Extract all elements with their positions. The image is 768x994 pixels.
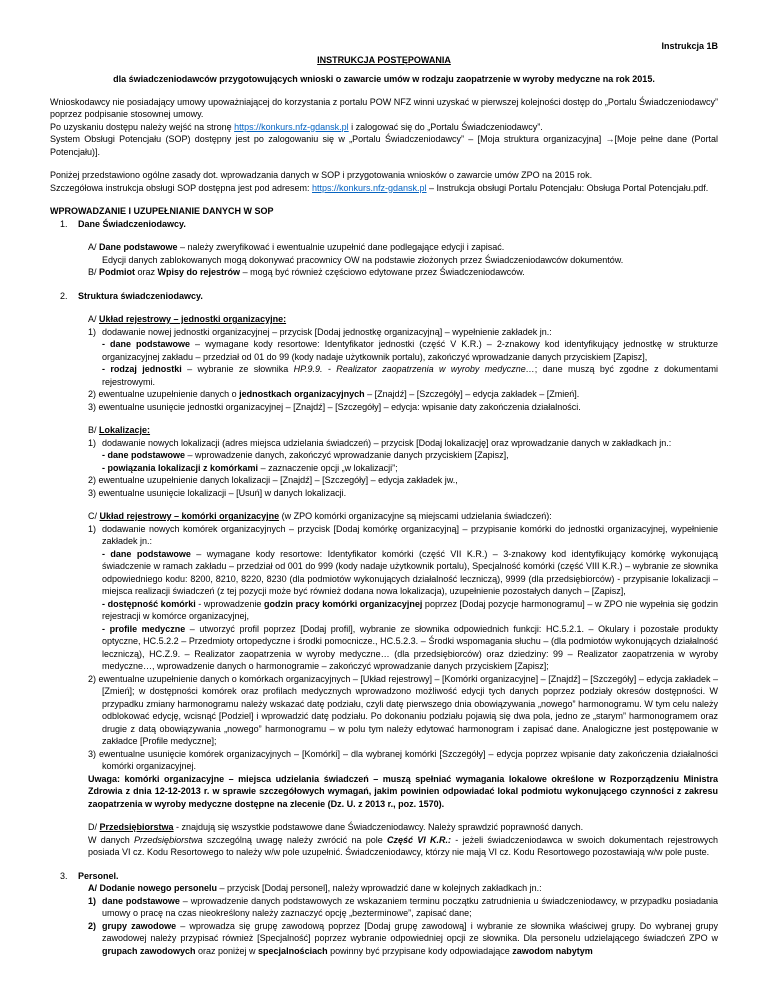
s3-item-1: 1) dane podstawowe – wprowadzenie danych podstawowych ze wskazaniem terminu początku zatrudnienia u świadczeniodawcy, w przypadku posiadania umowy o pracę na czas nieokreślony należy zaznaczyć opcję „bezterminowe”, zapisać dane;: [88, 895, 718, 918]
intro-paragraph-1: Wnioskodawcy nie posiadający umowy upoważniającej do korzystania z portalu POW NFZ winni uzyskać w pierwszej kolejności dostęp do „Portalu Świadczeniodawcy” poprzez podpisanie stosownej umowy.: [50, 96, 718, 119]
s2-c-item-2: 2) ewentualne uzupełnienie danych o komórkach organizacyjnych – [Układ rejestrowy] – [Komórki organizacyjne] – [Znajdź] – [Szczegóły] – edycja zakładek – [Zmień]; w dostępności komórek oraz profilach medycznych wprowadzono możliwość edycji tych danych poprzez podziały okresów dostępności. W przypadku zmiany harmonogramu należy wskazać datę podziału, czyli datę pierwszego dnia obowiązywania „nowego” harmonogramu. W tym celu należy odblokować edycję, wcisnąć [Podziel] i wprowadzić datę podziału. Po dokonaniu podziału pojawią się dwa pola, jedno ze „starym” harmonogramem oraz drugie z datą obowiązywania „nowego” harmonogramu – w polu tym należy edytować harmonogram i zapisać dane. Analogiczne jest postępowanie w zakładce [Profile medyczne];: [88, 673, 718, 746]
intro-paragraph-4: Poniżej przedstawiono ogólne zasady dot. wprowadzania danych w SOP i przygotowania wniosków o zawarcie umów ZPO na 2015 rok.: [50, 170, 593, 180]
section-number: 1.: [60, 218, 68, 229]
document-title: INSTRUKCJA POSTĘPOWANIA: [317, 54, 451, 65]
section-number: 3.: [60, 870, 68, 881]
s2-c-item-3: 3) ewentualne usunięcie komórek organizacyjnych – [Komórki] – dla wybranej komórki [Szczegóły] – edycja poprzez wpisanie daty zakończenia działalności komórki organizacyjnej.: [88, 748, 718, 771]
document-subtitle: dla świadczeniodawców przygotowujących wnioski o zawarcie umów w rodzaju zaopatrzenie w wyroby medyczne na rok 2015.: [113, 74, 655, 84]
s2-c-heading: C/ Układ rejestrowy – komórki organizacyjne (w ZPO komórki organizacyjne są miejscami udzielania świadczeń):: [88, 511, 552, 521]
section-3-heading: [50, 870, 718, 883]
s2-c-item-1-line: - dostępność komórki - wprowadzenie godzin pracy komórki organizacyjnej poprzez [Dodaj pozycje harmonogramu] – w ZPO nie wypełnia się godzin rejestracji w komórce organizacyjnej,: [102, 598, 718, 621]
instruction-link[interactable]: https://konkurs.nfz-gdansk.pl: [311, 182, 427, 193]
section-title: Dane Świadczeniodawcy.: [78, 218, 186, 229]
intro-text: – Instrukcja obsługi Portalu Potencjału: Obsługa Portal Potencjału.pdf.: [426, 182, 709, 193]
section-title: Struktura świadczeniodawcy.: [78, 290, 203, 301]
intro-paragraph-5: [50, 182, 718, 195]
s2-a-heading: A/ Układ rejestrowy – jednostki organizacyjne:: [88, 314, 287, 324]
s3-a-heading: A/ Dodanie nowego personelu – przycisk [Dodaj personel], należy wprowadzić dane w kolejnych zakładkach jn.:: [88, 883, 542, 893]
s2-b-item-1-line: - powiązania lokalizacji z komórkami – zaznaczenie opcji „w lokalizacji”;: [102, 462, 398, 473]
s2-c-note: Uwaga: komórki organizacyjne – miejsca udzielania świadczeń – muszą spełniać wymagania lokalowe określone w Rozporządzeniu Ministra Zdrowia z dnia 12-12-2013 r. w sprawie szczegółowych wymagań, jakim powinien odpowiadać lokal podmiotu wykonującego czynności z zakresu zaopatrzenia w wyroby medyczne dostępne na zlecenie (Dz. U. z 2013 r., poz. 1570).: [88, 773, 718, 809]
s2-c-item-1: 1) dodawanie nowych komórek organizacyjnych – przycisk [Dodaj komórkę organizacyjną] – przypisanie komórki do jednostki organizacyjnej, wypełnienie zakładek jn.:: [88, 523, 718, 546]
intro-text: Szczegółowa instrukcja obsługi SOP dostępna jest pod adresem:: [50, 182, 312, 193]
s3-item-2: 2) grupy zawodowe – wprowadza się grupę zawodową poprzez [Dodaj grupę zawodową] i wybranie ze słownika właściwej grupy. Do wybranej grupy zawodowej należy przypisać również [Specjalność] poprzez wybranie odpowiedniej opcji ze słownika. Dla personelu udzielającego świadczeń ZPO w grupach zawodowych oraz poniżej w specjalnościach powinny być przypisane kody odpowiadające zawodom nabytym: [88, 920, 718, 956]
intro-text: i zalogować się do „Portalu Świadczeniodawcy”.: [348, 121, 543, 132]
s2-b-item-2: 2) ewentualne uzupełnienie danych lokalizacji – [Znajdź] – [Szczegóły] – edycja zakładek jw.,: [88, 475, 458, 485]
s2-d-text: W danych Przedsiębiorstwa szczególną uwagę należy zwrócić na pole Część VI K.R.: - jeżeli świadczeniodawca w swoich dokumentach rejestrowych posiada VI cz. Kodu Resortowego to należy w/w pole uzupełnić. Świadczeniodawcy, którzy nie mają VI cz. Kodu Resortowego pozostawiają w/w pole puste.: [88, 834, 718, 857]
section-1-body: [50, 241, 718, 279]
s2-d-heading: D/ Przedsiębiorstwa - znajdują się wszystkie podstawowe dane Świadczeniodawcy. Należy sprawdzić poprawność danych.: [88, 822, 584, 832]
s2-b-item-1-line: - dane podstawowe – wprowadzenie danych, zakończyć wprowadzanie danych przyciskiem [Zapisz],: [102, 450, 509, 460]
s1-item-b: B/ Podmiot oraz Wpisy do rejestrów – mogą być również częściowo edytowane przez Świadczeniodawców.: [88, 267, 525, 277]
s2-a-item-2: 2) ewentualne uzupełnienie danych o jednostkach organizacyjnych – [Znajdź] – [Szczegóły] – edycja zakładek – [Zmień].: [88, 389, 580, 399]
document-id: Instrukcja 1B: [661, 41, 718, 51]
section-1-heading: [50, 218, 718, 231]
s2-b-item-1: 1) dodawanie nowych lokalizacji (adres miejsca udzielania świadczeń) – przycisk [Dodaj lokalizację] oraz wprowadzanie danych w zakładkach jn.:: [88, 437, 672, 448]
section-2-body: [50, 313, 718, 859]
s2-c-item-1-line: - dane podstawowe – wymagane kody resortowe: Identyfikator komórki (część VII K.R.) – 3-znakowy kod identyfikujący komórkę wykonującą świadczenie w ramach zakładu – przedział od 001 do 999 (kody nadaje użytkownik portalu), Specjalność komórki (część VIII K.R.) – wybranie ze słownika odpowiedniego kodu: 8200, 8210, 8220, 8230 (dla podmiotów wykonujących działalność leczniczą), 9999 (dla przedsiębiorców) - przypisanie lokalizacji – miejsca realizacji świadczeń (z tej pozycji może być również dodana nowa lokalizacja), uzupełnienie pozostałych danych – [Zapisz],: [102, 548, 718, 596]
intro-text: Po uzyskaniu dostępu należy wejść na stronę: [50, 121, 235, 132]
section-2-heading: [50, 290, 718, 303]
section-title: Personel.: [78, 870, 119, 881]
s2-a-item-1-line: - dane podstawowe – wymagane kody resortowe: Identyfikator jednostki (część V K.R.) – 2-znakowy kod identyfikujący jednostkę w strukturze organizacyjnej zakładu – przedział od 01 do 99 (kody nadaje użytkownik portalu), zakończyć wprowadzanie danych przyciskiem [Zapisz],: [102, 339, 718, 362]
section-3-body: [50, 882, 718, 957]
s2-a-item-3: 3) ewentualne usunięcie jednostki organizacyjnej – [Znajdź] – [Szczegóły] – edycja: wpisanie daty zakończenia działalności.: [88, 401, 581, 412]
s2-a-item-1-line: - rodzaj jednostki – wybranie ze słownika HP.9.9. - Realizator zaopatrzenia w wyroby medyczne…; dane muszą być zgodne z dokumentami rejestrowymi.: [102, 364, 719, 387]
intro-paragraph-2: [50, 121, 718, 134]
s1-item-a: A/ Dane podstawowe – należy zweryfikować i ewentualnie uzupełnić dane podlegające edycji i zapisać.: [88, 242, 505, 252]
portal-link[interactable]: https://konkurs.nfz-gdansk.pl: [234, 121, 349, 132]
intro-paragraph-3: System Obsługi Potencjału (SOP) dostępny jest po zalogowaniu się w „Portalu Świadczeniodawcy” – [Moja struktura organizacyjna] →[Moje pełne dane (Portal Potencjału)].: [50, 134, 718, 157]
s2-b-heading: B/ Lokalizacje:: [88, 425, 151, 435]
section-heading: WPROWADZANIE I UZUPEŁNIANIE DANYCH W SOP: [50, 206, 274, 216]
s2-b-item-3: 3) ewentualne usunięcie lokalizacji – [Usuń] w danych lokalizacji.: [88, 487, 347, 498]
section-number: 2.: [60, 290, 68, 301]
s2-a-item-1: 1) dodawanie nowej jednostki organizacyjnej – przycisk [Dodaj jednostkę organizacyjną] – wypełnienie zakładek jn.:: [88, 326, 552, 337]
document-page: [50, 40, 718, 957]
s2-c-item-1-line: - profile medyczne – utworzyć profil poprzez [Dodaj profil], wybranie ze słownika odpowiednich funkcji: HC.5.2.1. – Okulary i pozostałe produkty optyczne, HC.5.2.2 – Przedmioty ortopedyczne i środki pomocnicze., HC.5.2.3. – Środki wspomagania słuchu – (dla podmiotów wykonujących działalność leczniczą), HC.Z.9. – Realizator zaopatrzenia w wyroby medyczne… (dla przedsiębiorców) oraz dziedziny: 99 – Realizator zaopatrzenia w wyroby medyczne…, wprowadzenie danych o harmonogramie – zakończyć wprowadzanie danych przyciskiem [Zapisz];: [102, 623, 718, 671]
s1-item-a-note: Edycji danych zablokowanych mogą dokonywać pracownicy OW na podstawie złożonych przez Świadczeniodawców dokumentów.: [102, 254, 624, 265]
